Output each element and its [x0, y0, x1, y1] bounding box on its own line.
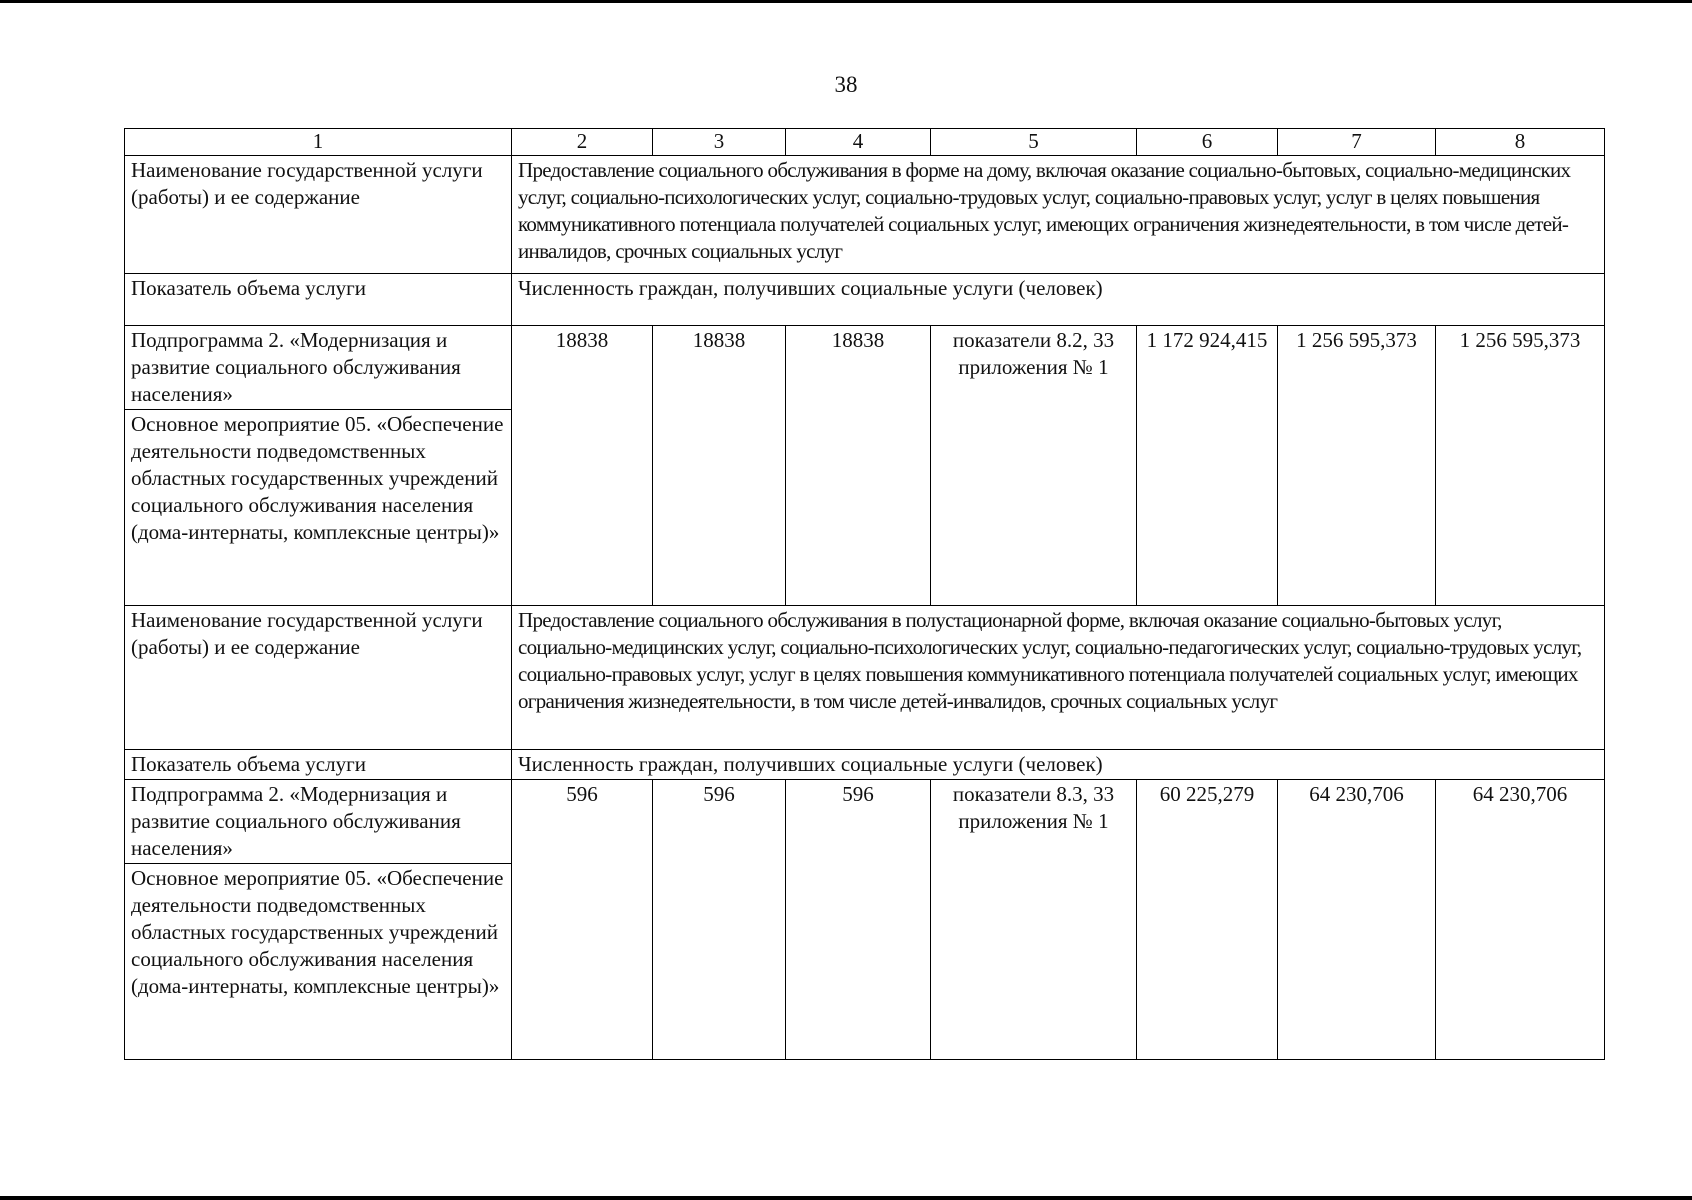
value-col4: 596: [786, 780, 931, 1060]
scan-top-edge: [0, 0, 1692, 3]
value-col4: 18838: [786, 326, 931, 606]
column-number: 8: [1436, 129, 1605, 156]
page-number: 38: [834, 72, 858, 97]
subprogram-row: [125, 326, 1605, 410]
column-number: 5: [931, 129, 1137, 156]
value-col6: 60 225,279: [1137, 780, 1278, 1060]
indicator-description: Численность граждан, получивших социальные услуги (человек): [512, 750, 1605, 780]
indicator-reference: показатели 8.3, 33 приложения № 1: [931, 780, 1137, 1060]
indicator-label: Показатель объема услуги: [125, 750, 512, 780]
value-col8: 64 230,706: [1436, 780, 1605, 1060]
column-number: 6: [1137, 129, 1278, 156]
indicator-row: [125, 274, 1605, 326]
value-col7: 64 230,706: [1278, 780, 1436, 1060]
subprogram-name: Подпрограмма 2. «Модернизация и развитие социального обслуживания населения»: [125, 326, 512, 410]
indicator-reference: показатели 8.2, 33 приложения № 1: [931, 326, 1137, 606]
subprogram-row: [125, 780, 1605, 864]
value-col2: 596: [512, 780, 653, 1060]
value-col3: 18838: [653, 326, 786, 606]
value-col2: 18838: [512, 326, 653, 606]
indicator-description: Численность граждан, получивших социальные услуги (человек): [512, 274, 1605, 326]
value-col6: 1 172 924,415: [1137, 326, 1278, 606]
measure-name: Основное мероприятие 05. «Обеспечение деятельности подведомственных областных государственных учреждений социального обслуживания населения (дома-интернаты, комплексные центры)»: [125, 864, 512, 1060]
subprogram-name: Подпрограмма 2. «Модернизация и развитие социального обслуживания населения»: [125, 780, 512, 864]
service-description: Предоставление социального обслуживания в форме на дому, включая оказание социально-бытовых, социально-медицинских услуг, социально-психологических услуг, социально-трудовых услуг, социально-правовых услуг, услуг в целях повышения коммуникативного потенциала получателей социальных услуг, имеющих ограничения жизнедеятельности, в том числе детей-инвалидов, срочных социальных услуг: [512, 156, 1605, 274]
service-label: Наименование государственной услуги (работы) и ее содержание: [125, 156, 512, 274]
column-number: 2: [512, 129, 653, 156]
service-row: [125, 606, 1605, 750]
service-row: [125, 156, 1605, 274]
column-number: 3: [653, 129, 786, 156]
indicator-row: [125, 750, 1605, 780]
column-number-row: [125, 129, 1605, 156]
data-table: [124, 128, 1605, 1060]
indicator-label: Показатель объема услуги: [125, 274, 512, 326]
value-col7: 1 256 595,373: [1278, 326, 1436, 606]
column-number: 4: [786, 129, 931, 156]
column-number: 7: [1278, 129, 1436, 156]
column-number: 1: [125, 129, 512, 156]
value-col3: 596: [653, 780, 786, 1060]
service-description: Предоставление социального обслуживания в полустационарной форме, включая оказание социально-бытовых услуг, социально-медицинских услуг, социально-психологических услуг, социально-педагогических услуг, социально-трудовых услуг, социально-правовых услуг, услуг в целях повышения коммуникативного потенциала получателей социальных услуг, имеющих ограничения жизнедеятельности, в том числе детей-инвалидов, срочных социальных услуг: [512, 606, 1605, 750]
service-label: Наименование государственной услуги (работы) и ее содержание: [125, 606, 512, 750]
measure-name: Основное мероприятие 05. «Обеспечение деятельности подведомственных областных государственных учреждений социального обслуживания населения (дома-интернаты, комплексные центры)»: [125, 410, 512, 606]
value-col8: 1 256 595,373: [1436, 326, 1605, 606]
scan-bottom-edge: [0, 1196, 1692, 1200]
